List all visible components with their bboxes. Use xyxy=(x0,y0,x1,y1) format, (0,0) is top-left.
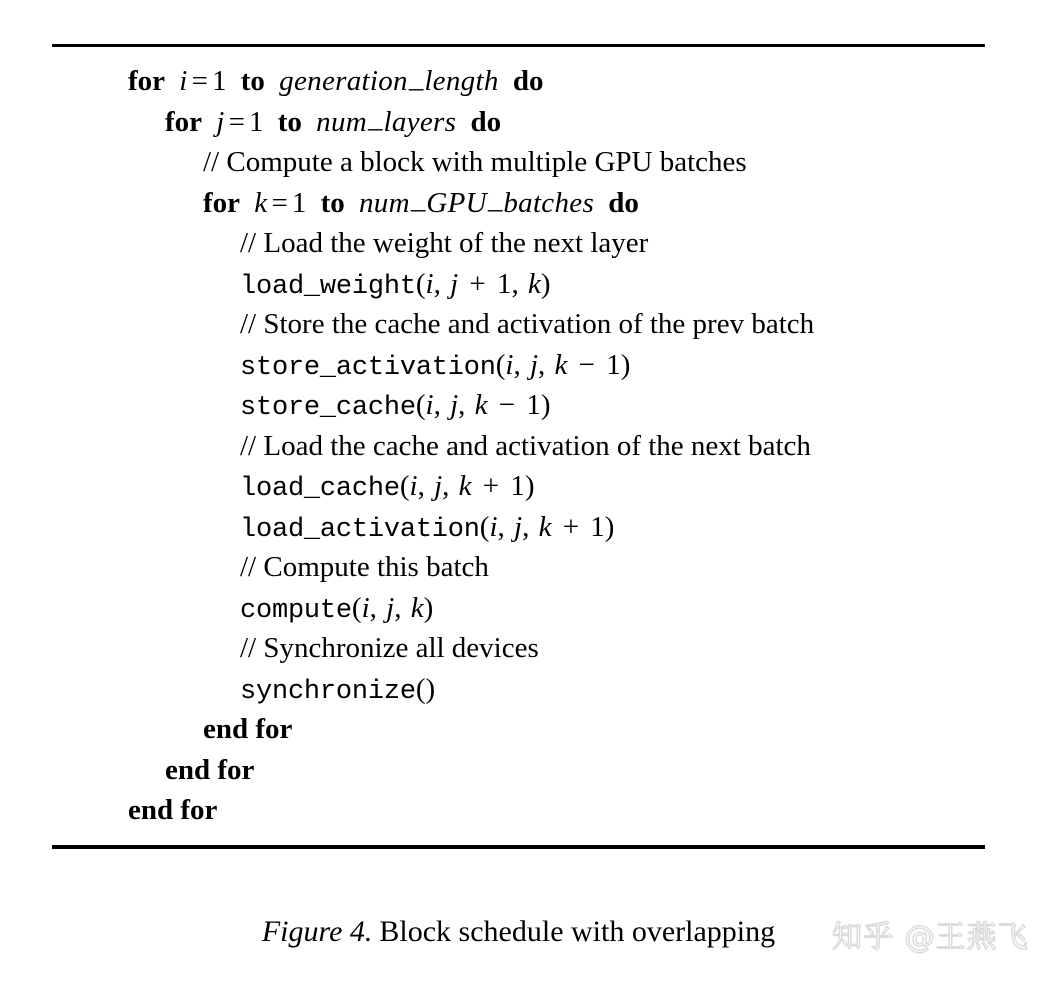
algorithm-call-line xyxy=(52,385,985,426)
token-space xyxy=(306,187,320,219)
arg-variable: j xyxy=(529,348,539,381)
arg-variable: k xyxy=(410,591,424,624)
identifier-underscore: _ xyxy=(410,183,426,216)
keyword-for: for xyxy=(203,186,241,219)
identifier-part: num xyxy=(358,186,410,219)
function-name: store_activation xyxy=(240,352,496,383)
loop-start-value: 1 xyxy=(291,186,307,219)
function-arguments xyxy=(480,511,615,543)
arg-space xyxy=(488,389,495,421)
token-space xyxy=(345,187,359,219)
arg-paren: ) xyxy=(604,510,615,543)
algorithm-call-line xyxy=(52,507,985,548)
arg-paren: ( xyxy=(415,672,426,705)
arg-space xyxy=(567,349,574,381)
comment-text: // Compute this batch xyxy=(240,551,489,583)
function-name: load_weight xyxy=(240,271,416,302)
arg-space xyxy=(523,349,530,381)
arg-comma: , xyxy=(458,389,466,421)
arg-space xyxy=(531,511,538,543)
arg-space xyxy=(427,470,434,502)
identifier-underscore: _ xyxy=(368,102,383,135)
arg-space xyxy=(490,268,497,300)
keyword-for: for xyxy=(128,65,166,97)
arg-paren: ( xyxy=(351,591,362,624)
arg-comma: , xyxy=(369,591,377,624)
loop-bound xyxy=(279,62,498,97)
algorithm-bottom-rule xyxy=(52,845,985,849)
token-space xyxy=(165,65,179,97)
keyword-do: do xyxy=(608,186,639,219)
arg-variable: j xyxy=(386,591,395,624)
arg-variable: j xyxy=(514,510,523,543)
algorithm-for-line xyxy=(52,183,985,224)
arg-comma: , xyxy=(417,470,425,502)
equals-operator: = xyxy=(191,65,208,97)
arg-variable: k xyxy=(554,348,568,381)
arg-number: 1 xyxy=(606,348,621,381)
token-space xyxy=(302,106,316,138)
arg-paren: ) xyxy=(540,267,551,300)
arg-space xyxy=(551,511,558,543)
function-name: compute xyxy=(240,595,352,626)
identifier-part: layers xyxy=(383,105,457,138)
zhihu-watermark: 知乎 @王燕飞 xyxy=(832,920,1029,955)
arg-space xyxy=(547,349,554,381)
token-space xyxy=(265,65,279,97)
keyword-to: to xyxy=(240,65,265,97)
keyword-do: do xyxy=(512,65,544,97)
function-name: load_activation xyxy=(240,514,480,545)
keyword-end-for: end for xyxy=(128,794,218,826)
loop-variable: k xyxy=(254,186,268,219)
arg-operator: + xyxy=(482,470,500,502)
arg-paren: ( xyxy=(399,470,410,502)
token-space xyxy=(202,106,216,138)
token-space xyxy=(456,106,470,138)
loop-variable: i xyxy=(179,65,188,97)
function-name: load_cache xyxy=(240,474,400,504)
arg-paren: ) xyxy=(524,470,535,502)
arg-paren: ( xyxy=(479,510,490,543)
identifier-part: length xyxy=(424,65,499,97)
algorithm-call-line xyxy=(52,345,985,386)
arg-comma: , xyxy=(511,267,519,300)
identifier-part: generation xyxy=(279,65,408,97)
algorithm-call-line xyxy=(52,588,985,629)
identifier-part: num xyxy=(316,105,368,138)
arg-comma: , xyxy=(394,591,402,624)
arg-number: 1 xyxy=(590,510,605,543)
arg-space xyxy=(472,470,479,502)
comment-text: // Compute a block with multiple GPU batches xyxy=(203,146,747,178)
function-name: synchronize xyxy=(240,676,416,707)
function-arguments xyxy=(416,673,435,705)
arg-comma: , xyxy=(433,267,441,300)
arg-variable: i xyxy=(505,348,514,381)
identifier-part: GPU xyxy=(426,186,487,219)
algorithm-comment-line xyxy=(52,426,985,467)
identifier-part: batches xyxy=(503,186,595,219)
arg-variable: k xyxy=(458,470,472,502)
arg-variable: i xyxy=(425,267,434,300)
arg-comma: , xyxy=(497,510,505,543)
arg-operator: + xyxy=(562,510,580,543)
arg-space xyxy=(521,268,528,300)
equals-operator: = xyxy=(228,105,245,138)
function-arguments xyxy=(496,349,631,381)
algorithm-end-line xyxy=(52,790,985,831)
arg-variable: i xyxy=(361,591,370,624)
figure-caption-label: Figure 4. xyxy=(261,915,373,948)
algorithm-for-line xyxy=(52,102,985,143)
function-arguments xyxy=(352,592,433,624)
figure-caption-text: Block schedule with overlapping xyxy=(379,915,776,948)
algorithm-comment-line xyxy=(52,304,985,345)
comment-text: // Synchronize all devices xyxy=(240,632,539,664)
keyword-end-for: end for xyxy=(165,753,255,786)
algorithm-comment-line xyxy=(52,547,985,588)
arg-comma: , xyxy=(513,348,521,381)
arg-paren: ( xyxy=(415,389,426,421)
arg-number: 1 xyxy=(496,267,512,300)
function-arguments xyxy=(416,268,551,300)
arg-comma: , xyxy=(433,389,441,421)
arg-comma: , xyxy=(522,510,530,543)
arg-variable: i xyxy=(489,510,498,543)
algorithm-end-line xyxy=(52,750,985,791)
algorithm-for-line xyxy=(52,61,985,102)
keyword-to: to xyxy=(277,105,302,138)
arg-number: 1 xyxy=(510,470,525,502)
arg-space xyxy=(403,592,410,624)
arg-variable: j xyxy=(450,389,459,421)
algorithm-call-line xyxy=(52,466,985,507)
arg-operator: − xyxy=(498,389,516,421)
algorithm-comment-line xyxy=(52,628,985,669)
algorithm-body xyxy=(52,47,985,845)
token-space xyxy=(227,65,241,97)
keyword-end-for: end for xyxy=(203,713,293,745)
token-space xyxy=(594,187,608,219)
identifier-underscore: _ xyxy=(487,183,503,216)
arg-comma: , xyxy=(538,348,546,381)
arg-space xyxy=(451,470,458,502)
comment-text: // Load the cache and activation of the next batch xyxy=(240,429,811,462)
arg-operator: − xyxy=(578,348,596,381)
algorithm-comment-line xyxy=(52,142,985,183)
arg-variable: j xyxy=(434,470,443,502)
arg-space xyxy=(507,511,514,543)
arg-variable: i xyxy=(425,389,434,421)
equals-operator: = xyxy=(271,186,288,219)
token-space xyxy=(264,106,278,138)
function-arguments xyxy=(416,389,551,421)
loop-bound xyxy=(316,102,456,137)
loop-variable: j xyxy=(216,105,225,138)
arg-variable: k xyxy=(527,267,541,300)
loop-start-value: 1 xyxy=(212,65,227,97)
arg-paren: ) xyxy=(425,672,436,705)
function-name: store_cache xyxy=(240,393,416,423)
token-space xyxy=(240,187,254,219)
algorithm-comment-line xyxy=(52,223,985,264)
arg-paren: ) xyxy=(620,348,631,381)
function-arguments xyxy=(400,470,535,502)
algorithm-figure xyxy=(52,44,985,849)
identifier-underscore: _ xyxy=(408,61,424,94)
keyword-do: do xyxy=(470,105,502,138)
arg-operator: + xyxy=(469,267,486,300)
arg-paren: ) xyxy=(423,591,434,624)
keyword-for: for xyxy=(165,105,203,138)
algorithm-call-line xyxy=(52,264,985,305)
algorithm-end-line xyxy=(52,709,985,750)
arg-space xyxy=(467,389,474,421)
arg-paren: ( xyxy=(495,348,506,381)
arg-paren: ( xyxy=(415,267,426,300)
algorithm-call-line xyxy=(52,669,985,710)
arg-variable: k xyxy=(474,389,488,421)
arg-space xyxy=(443,268,450,300)
arg-variable: k xyxy=(538,510,552,543)
arg-comma: , xyxy=(442,470,450,502)
token-space xyxy=(499,65,513,97)
arg-variable: j xyxy=(450,267,459,300)
loop-bound xyxy=(359,183,594,218)
keyword-to: to xyxy=(320,186,345,219)
arg-variable: i xyxy=(409,470,418,502)
arg-paren: ) xyxy=(540,389,551,421)
loop-start-value: 1 xyxy=(249,105,264,138)
comment-text: // Load the weight of the next layer xyxy=(240,227,649,259)
arg-number: 1 xyxy=(526,389,541,421)
arg-space xyxy=(443,389,450,421)
comment-text: // Store the cache and activation of the prev batch xyxy=(240,308,815,340)
